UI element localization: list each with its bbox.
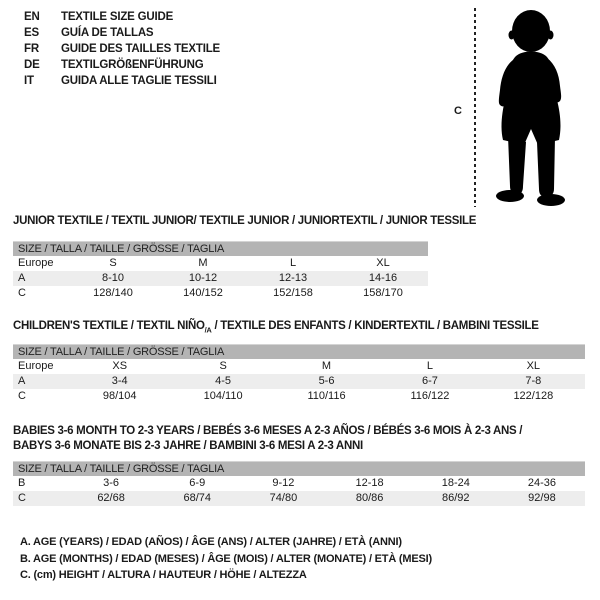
size-cell: M — [198, 257, 208, 269]
language-row — [24, 57, 220, 73]
language-label: GUÍA DE TALLAS — [61, 27, 154, 39]
babies-table-title — [13, 424, 522, 454]
table-row — [13, 271, 428, 286]
language-label: GUIDA ALLE TAGLIE TESSILI — [61, 75, 217, 87]
language-header — [24, 9, 220, 89]
size-cell: 86/92 — [442, 492, 470, 504]
size-cell: 116/122 — [410, 390, 450, 402]
junior-size-table — [13, 241, 428, 301]
size-cell: 152/158 — [273, 287, 313, 299]
size-cell: S — [219, 360, 227, 372]
size-header: SIZE / TALLA / TAILLE / GRÖSSE / TAGLIA — [13, 242, 428, 256]
language-code: EN — [24, 11, 40, 23]
legend-line-b: B. AGE (MONTHS) / EDAD (MESES) / ÂGE (MOIS) / ALTER (MONATE) / ETÀ (MESI) — [20, 552, 432, 565]
language-row — [24, 41, 220, 57]
row-label: C — [18, 287, 26, 299]
size-cell: 8-10 — [101, 272, 125, 284]
language-label: TEXTILE SIZE GUIDE — [61, 11, 174, 23]
size-cell: 6-9 — [189, 477, 206, 489]
babies-title-line2: BABYS 3-6 MONATE BIS 2-3 JAHRE / BAMBINI 3-6 MESI A 2-3 ANNI — [13, 440, 363, 452]
legend — [20, 534, 432, 584]
table-row — [13, 256, 428, 271]
size-cell: 3-4 — [111, 375, 128, 387]
height-dotted-line — [474, 8, 476, 207]
toddler-silhouette-icon — [483, 8, 580, 213]
row-label: A — [18, 375, 26, 387]
table-row — [13, 374, 585, 389]
table-row — [13, 491, 585, 506]
size-cell: L — [426, 360, 433, 372]
size-cell: XS — [112, 360, 128, 372]
size-cell: XL — [526, 360, 541, 372]
size-header: SIZE / TALLA / TAILLE / GRÖSSE / TAGLIA — [13, 462, 585, 476]
size-cell: 4-5 — [215, 375, 232, 387]
junior-table-title: JUNIOR TEXTILE / TEXTIL JUNIOR/ TEXTILE JUNIOR / JUNIORTEXTIL / JUNIOR TESSILE — [13, 215, 477, 227]
size-cell: 12-18 — [355, 477, 384, 489]
size-cell: 6-7 — [421, 375, 438, 387]
size-cell: 98/104 — [102, 390, 137, 402]
language-label: TEXTILGRÖßENFÜHRUNG — [61, 59, 204, 71]
size-cell: 68/74 — [183, 492, 212, 504]
children-size-table — [13, 344, 585, 404]
size-cell: 14-16 — [368, 272, 398, 284]
size-cell: 10-12 — [188, 272, 218, 284]
children-table-title — [13, 319, 539, 337]
size-cell: 62/68 — [97, 492, 125, 504]
table-row — [13, 389, 585, 404]
size-cell: 158/170 — [363, 287, 403, 299]
language-code: DE — [24, 59, 40, 71]
size-cell: 5-6 — [318, 375, 335, 387]
legend-line-a: A. AGE (YEARS) / EDAD (AÑOS) / ÂGE (ANS) / ALTER (JAHRE) / ETÀ (ANNI) — [20, 536, 402, 548]
size-cell: 12-13 — [278, 272, 308, 284]
size-cell: 9-12 — [272, 477, 295, 489]
size-header: SIZE / TALLA / TAILLE / GRÖSSE / TAGLIA — [13, 345, 585, 359]
table-row — [13, 359, 585, 374]
language-row — [24, 25, 220, 41]
size-cell: L — [289, 257, 297, 269]
row-label: B — [18, 477, 26, 489]
row-label: C — [18, 492, 26, 504]
babies-title-line1: BABIES 3-6 MONTH TO 2-3 YEARS / BEBÉS 3-6 MESES A 2-3 AÑOS / BÉBÉS 3-6 MOIS À 2-3 ANS / — [13, 425, 523, 437]
title-text: CHILDREN'S TEXTILE / TEXTIL NIÑO — [13, 320, 205, 332]
language-row — [24, 9, 220, 25]
legend-line-c: C. (cm) HEIGHT / ALTURA / HAUTEUR / HÖHE / ALTEZZA — [20, 569, 307, 581]
language-code: ES — [24, 27, 39, 39]
size-cell: 80/86 — [355, 492, 384, 504]
babies-size-table — [13, 461, 585, 506]
size-cell: S — [109, 257, 117, 269]
size-cell: 128/140 — [93, 287, 133, 299]
size-cell: 104/110 — [203, 390, 243, 402]
height-marker-label: C — [454, 105, 462, 117]
row-label: C — [18, 390, 26, 402]
size-cell: 140/152 — [183, 287, 223, 299]
size-cell: M — [321, 360, 332, 372]
size-cell: 74/80 — [269, 492, 298, 504]
language-code: IT — [24, 75, 34, 87]
size-cell: XL — [376, 257, 390, 269]
size-cell: 92/98 — [528, 492, 556, 504]
title-subscript: /A — [204, 325, 212, 335]
size-cell: 110/116 — [307, 390, 346, 402]
row-label: A — [18, 272, 26, 284]
table-row — [13, 286, 428, 301]
language-label: GUIDE DES TAILLES TEXTILE — [61, 43, 220, 55]
size-cell: 122/128 — [513, 390, 554, 402]
language-row — [24, 73, 220, 89]
row-label: Europe — [18, 257, 54, 269]
size-cell: 3-6 — [103, 477, 120, 489]
title-text: / TEXTILE DES ENFANTS / KINDERTEXTIL / BAMBINI TESSILE — [211, 320, 539, 332]
table-row — [13, 476, 585, 491]
size-cell: 7-8 — [525, 375, 542, 387]
size-cell: 18-24 — [441, 477, 470, 489]
size-cell: 24-36 — [527, 477, 557, 489]
language-code: FR — [24, 43, 39, 55]
row-label: Europe — [18, 360, 54, 372]
